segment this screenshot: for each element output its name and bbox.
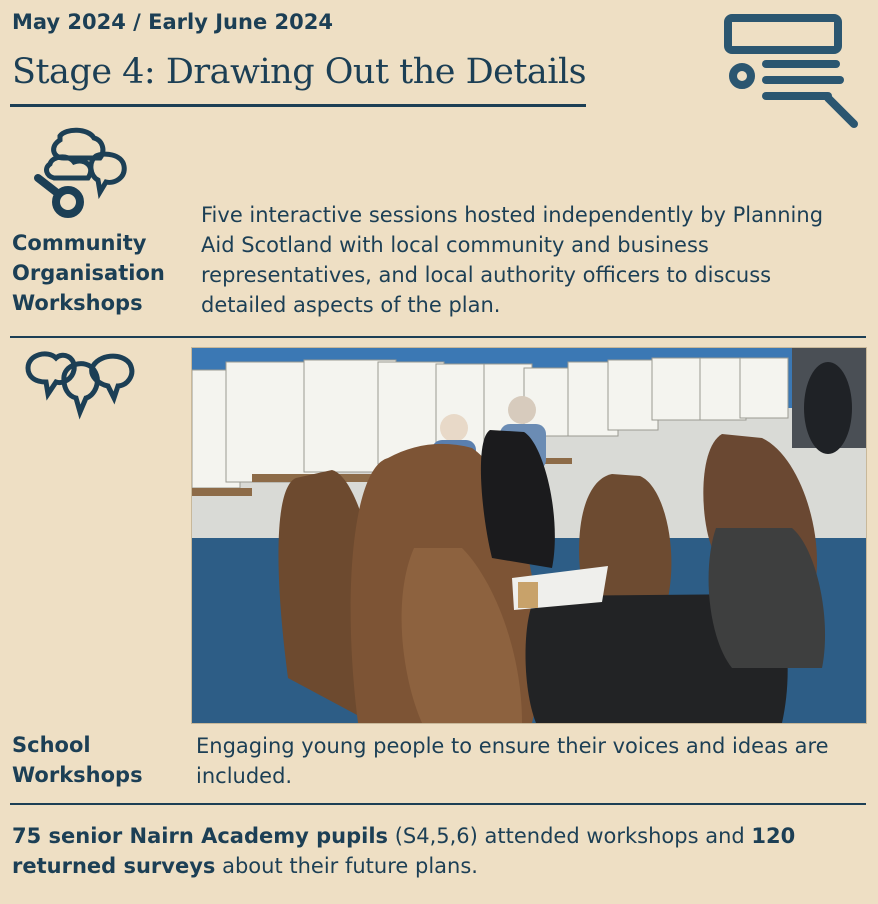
school-heading-line1: School [12,733,91,757]
section-divider [10,336,866,338]
chat-bubbles-icon [30,126,130,222]
section-divider [10,803,866,805]
community-workshops-heading [12,228,187,318]
date-label: May 2024 / Early June 2024 [12,10,333,34]
title-underline [10,104,586,107]
footer-text-2: about their future plans. [215,854,478,878]
community-heading-line2: Organisation [12,261,165,285]
page-title: Stage 4: Drawing Out the Details [12,52,587,92]
workshop-photo [191,347,867,724]
pupils-count-text: 75 senior Nairn Academy pupils [12,824,389,848]
school-workshops-description: Engaging young people to ensure their voices and ideas are included. [196,734,829,788]
community-workshops-description: Five interactive sessions hosted independently by Planning Aid Scotland with local community and business representatives, and local authority officers to discuss detailed aspects of the plan. [201,203,824,317]
footer-text-1: (S4,5,6) attended workshops and [388,824,752,848]
school-workshops-heading [12,730,182,790]
surveys-count-text: 120 returned surveys [12,824,796,878]
community-heading-line3: Workshops [12,291,143,315]
document-search-icon [724,14,864,130]
footer-summary [12,821,862,881]
school-heading-line2: Workshops [12,763,143,787]
community-heading-line1: Community [12,231,147,255]
speech-bubbles-icon [22,346,138,430]
